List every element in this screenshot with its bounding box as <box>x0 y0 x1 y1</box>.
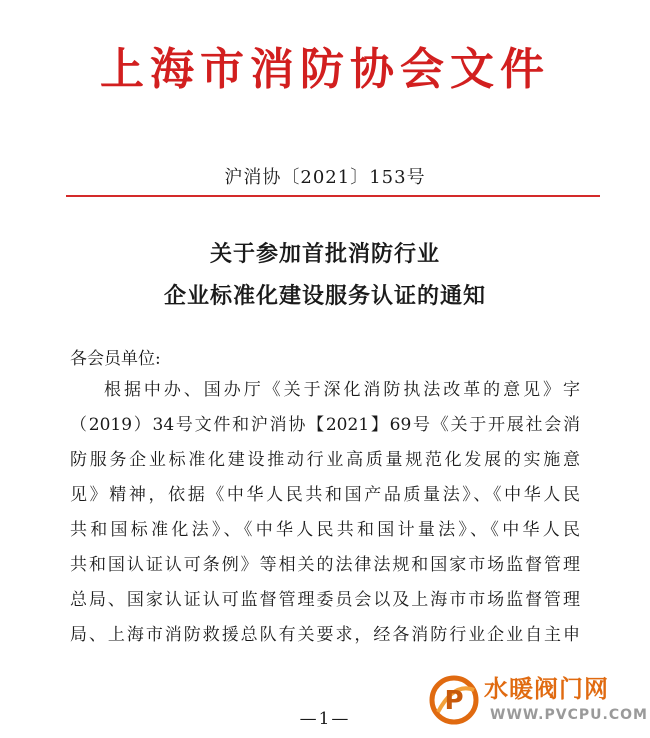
salutation: 各会员单位: <box>70 349 161 369</box>
body-text-line: 共和国标准化法》、《中华人民共和国计量法》、《中华人民 <box>70 520 580 540</box>
body-text-line: （2019）34号文件和沪消协【2021】69号《关于开展社会消 <box>70 415 580 435</box>
site-watermark <box>426 672 648 728</box>
document-title-line-2: 企业标准化建设服务认证的通知 <box>163 284 486 309</box>
page-number: —1— <box>299 709 351 729</box>
body-text-line: 根据中办、国办厅《关于深化消防执法改革的意见》字 <box>104 380 580 400</box>
document-number: 沪消协〔2021〕153号 <box>224 167 426 188</box>
watermark-site-name: 水暖阀门网 <box>484 675 609 703</box>
body-text-line: 局、上海市消防救援总队有关要求，经各消防行业企业自主申 <box>70 625 580 645</box>
watermark-domain: WWW.PVCPU.COM <box>490 707 648 723</box>
body-text-line: 防服务企业标准化建设推动行业高质量规范化发展的实施意 <box>70 450 580 470</box>
body-text-line: 见》精神，依据《中华人民共和国产品质量法》、《中华人民 <box>70 485 580 505</box>
site-logo-icon <box>426 672 482 728</box>
organization-header: 上海市消防协会文件 <box>100 44 550 95</box>
site-logo-letter: P <box>444 686 464 716</box>
document-title-line-1: 关于参加首批消防行业 <box>209 242 440 267</box>
body-text-line: 总局、国家认证认可监督管理委员会以及上海市市场监督管理 <box>70 590 580 610</box>
red-divider-line <box>66 195 600 197</box>
body-text-line: 共和国认证认可条例》等相关的法律法规和国家市场监督管理 <box>70 555 580 575</box>
